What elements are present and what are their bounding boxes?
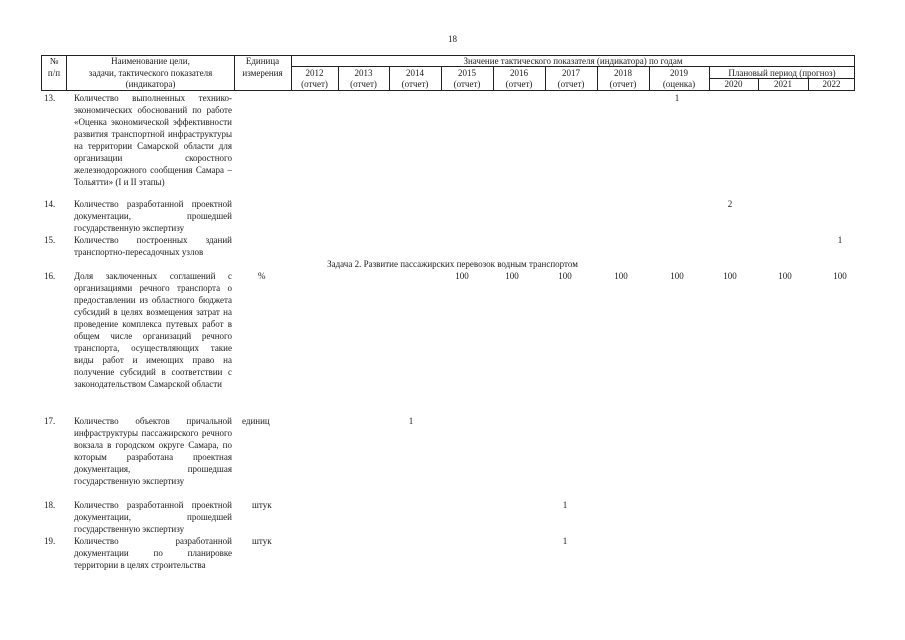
header-year-kind: (оценка) (662, 79, 696, 89)
value-2014: 1 (408, 416, 414, 426)
header-year: 2017 (562, 68, 580, 78)
row-unit: штук (252, 500, 272, 510)
header-name-2: задачи, тактического показателя (88, 68, 213, 78)
header-year: 2013 (354, 68, 373, 78)
header-unit-1: Единица (245, 56, 280, 66)
header-year-kind: (отчет) (350, 79, 377, 89)
row-name: Количество объектов причальной инфраструктуры пассажирского речного вокзала в городском округе Самара, по которым разработана проектная документация, прошедшая государственную экспертизу (74, 416, 232, 486)
header-year: 2018 (614, 68, 632, 78)
value-2020: 100 (723, 271, 737, 281)
header-year-kind: (отчет) (401, 79, 429, 89)
header-group-title: Значение тактического показателя (индикатора) по годам (463, 56, 683, 66)
value-2017: 100 (558, 271, 572, 281)
header-year-kind: (отчет) (557, 79, 585, 89)
value-2015: 100 (455, 271, 469, 281)
header-planned-title: Плановый период (прогноз) (728, 68, 836, 78)
header-planned-year: 2021 (774, 79, 792, 89)
row-number: 14. (44, 199, 56, 209)
value-2019: 100 (670, 271, 684, 281)
row-name: Количество разработанной документации по планировке территории в целях строительства (74, 536, 232, 570)
header-year: 2012 (305, 68, 324, 78)
row-name: Количество выполненных технико-экономических обоснований по работе «Оценка экономической эффективности развития транспортной инфраструктуры на территории Самарской области для организации скоростного железнодорожного сообщения Самара – Тольятти» (I и II этапы) (74, 93, 232, 187)
row-number: 19. (44, 536, 56, 546)
header-planned-year: 2020 (724, 79, 743, 89)
value-2016: 100 (505, 271, 519, 281)
header-year-kind: (отчет) (301, 79, 328, 89)
value-2022: 1 (837, 235, 843, 245)
header-year: 2019 (670, 68, 688, 78)
page-number: 18 (448, 34, 457, 44)
value-2017: 1 (562, 536, 568, 546)
row-number: 17. (44, 416, 56, 426)
row-number: 13. (44, 93, 56, 103)
header-year-kind: (отчет) (505, 79, 533, 89)
value-2020: 2 (727, 199, 733, 209)
table-header (41, 55, 855, 91)
row-number: 18. (44, 500, 56, 510)
row-unit: единиц (242, 416, 270, 426)
header-year: 2016 (510, 68, 528, 78)
row-unit: штук (252, 536, 272, 546)
value-2022: 100 (833, 271, 847, 281)
value-2018: 100 (614, 271, 628, 281)
header-no-1: № (49, 56, 59, 66)
header-planned-year: 2022 (822, 79, 841, 89)
task-2-title: Задача 2. Развитие пассажирских перевозок водным транспортом (327, 259, 578, 269)
value-2017: 1 (562, 500, 568, 510)
row-name: Доля заключенных соглашений с организациями речного транспорта о предоставлении из областного бюджета субсидий в целях возмещения затрат на проведение комплекса путевых работ в общем числе организаций речного транспорта, осуществляющих такие виды работ и имеющих право на получение субсидий в соответствии с законодательством Самарской области (74, 271, 232, 389)
header-year: 2014 (406, 68, 424, 78)
row-number: 16. (44, 271, 56, 281)
value-2021: 100 (778, 271, 792, 281)
header-name-1: Наименование цели, (111, 56, 190, 66)
header-no-2: п/п (47, 68, 61, 78)
header-year: 2015 (458, 68, 476, 78)
row-name: Количество разработанной проектной документации, прошедшей государственную экспертизу (74, 199, 232, 233)
row-name: Количество разработанной проектной документации, прошедшей государственную экспертизу (74, 500, 232, 534)
header-unit-2: измерения (242, 68, 283, 78)
header-name-3: (индикатора) (125, 79, 176, 89)
value-2019: 1 (674, 93, 680, 103)
row-unit: % (258, 271, 266, 281)
row-number: 15. (44, 235, 56, 245)
header-year-kind: (отчет) (453, 79, 481, 89)
row-name: Количество построенных зданий транспортно-пересадочных узлов (74, 235, 232, 257)
header-year-kind: (отчет) (609, 79, 637, 89)
